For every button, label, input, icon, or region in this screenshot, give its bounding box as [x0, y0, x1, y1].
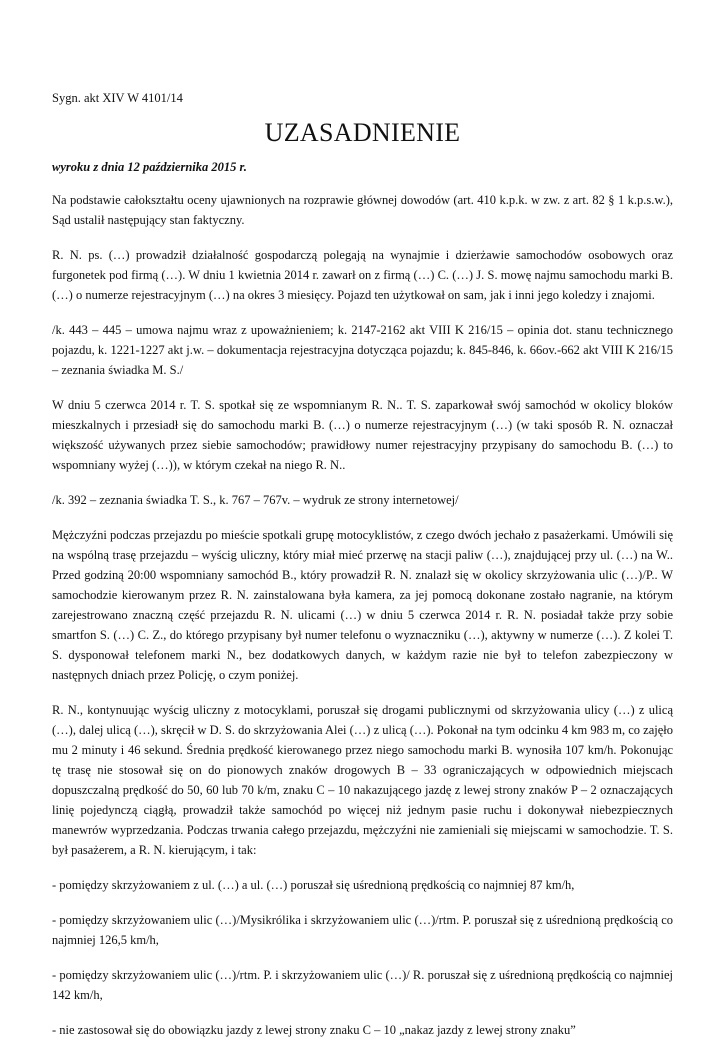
case-signature: Sygn. akt XIV W 4101/14 [52, 91, 183, 105]
paragraph-meeting: W dniu 5 czerwca 2014 r. T. S. spotkał się ze wspomnianym R. N.. T. S. zaparkował swój samochód w okolicy bloków mieszkalnych i przesiadł się do samochodu marki B. (…) o numerze rejestracyjnym (…) (w taki sposób R. N. oznaczał większość używanych przez siebie samochodów; prawidłowy numer rejestracyjny przypisany do samochodu B. (…) to wspomniany wyżej (…)), w którym czekał na niego R. N.. [52, 398, 673, 472]
list-item: - nie zastosował się do obowiązku jazdy z lewej strony znaku C – 10 „nakaz jazdy z lewej strony znaku” [52, 1023, 576, 1037]
list-item: - pomiędzy skrzyżowaniem ulic (…)/Mysikrólika i skrzyżowaniem ulic (…)/rtm. P. poruszał się z uśrednioną prędkością co najmniej 126,5 km/h, [52, 913, 673, 947]
paragraph-race: R. N., kontynuując wyścig uliczny z motocyklami, poruszał się drogami publicznymi od skrzyżowania ulicy (…) z ulicą (…), dalej ulicą (…), skręcił w D. S. do skrzyżowania Alei (…) z ulicą (…). Pokonał na tym odcinku 4 km 983 m, co zajęło mu 2 minuty i 46 sekund. Średnia prędkość kierowanego przez niego samochodu marki B. wynosiła 107 km/h. Pokonując tę trasę nie stosował się on do pionowych znaków drogowych B – 33 ograniczających w odpowiednich miejscach dopuszczalną prędkość do 50, 60 lub 70 k/m, znaku C – 10 nakazującego jazdę z lewej strony znaków P – 2 oznaczających linię pojedynczą ciągłą, prowadził także samochód po więcej niż jednym pasie ruchu i dokonywał niebezpiecznych manewrów wyprzedzania. Podczas trwania całego przejazdu, mężczyźni nie zamieniali się miejscami w samochodzie. T. S. był pasażerem, a R. N. kierującym, i tak: [52, 703, 673, 857]
judgment-date-subtitle: wyroku z dnia 12 października 2015 r. [52, 160, 247, 174]
paragraph-intro: Na podstawie całokształtu oceny ujawnionych na rozprawie głównej dowodów (art. 410 k.p.k. w zw. z art. 82 § 1 k.p.s.w.), Sąd ustalił następujący stan faktyczny. [52, 193, 673, 227]
paragraph-motorcyclists: Mężczyźni podczas przejazdu po mieście spotkali grupę motocyklistów, z czego dwóch jechało z pasażerkami. Umówili się na wspólną trasę przejazdu – wyścig uliczny, który miał mieć przerwę na stacji paliw (…), znajdującej przy ul. (…) na W.. Przed godziną 20:00 wspomniany samochód B., który prowadził R. N. znalazł się w okolicy skrzyżowania ulic (…)/P.. W samochodzie kierowanym przez R. N. zainstalowana była kamera, za jej pomocą dokonane zostało nagranie, na którym zarejestrowano znaczną część przejazdu R. N. ulicami (…) w dniu 5 czerwca 2014 r. R. N. posiadał także przy sobie smartfon S. (…) C. Z., do którego przypisany był numer telefonu o wyznaczniku (…), aktywny w numerze (…). Z kolei T. S. dysponował telefonem marki N., bez dodatkowych danych, w każdym razie nie był to telefon zabezpieczony w następnych dniach przez Policję, o czym poniżej. [52, 528, 673, 682]
list-item: - pomiędzy skrzyżowaniem ulic (…)/rtm. P. i skrzyżowaniem ulic (…)/ R. poruszał się z uśrednioną prędkością co najmniej 142 km/h, [52, 968, 673, 1002]
paragraph-evidence-2: /k. 392 – zeznania świadka T. S., k. 767 – 767v. – wydruk ze strony internetowej/ [52, 493, 459, 507]
document-title: UZASADNIENIE [264, 118, 461, 147]
paragraph-business: R. N. ps. (…) prowadził działalność gospodarczą polegają na wynajmie i dzierżawie samochodów osobowych oraz furgonetek pod firmą (…). W dniu 1 kwietnia 2014 r. zawarł on z firmą (…) C. (…) J. S. mowę najmu samochodu marki B. (…) o numerze rejestracyjnym (…) na okres 3 miesięcy. Pojazd ten użytkował on sam, jak i inni jego koledzy i znajomi. [52, 248, 673, 302]
paragraph-evidence-1: /k. 443 – 445 – umowa najmu wraz z upoważnieniem; k. 2147-2162 akt VIII K 216/15 – opinia dot. stanu technicznego pojazdu, k. 1221-1227 akt j.w. – dokumentacja rejestracyjna dotycząca pojazdu; k. 845-846, k. 66ov.-662 akt VIII K 216/15 – zeznania świadka M. S./ [52, 323, 673, 377]
list-item: - pomiędzy skrzyżowaniem z ul. (…) a ul. (…) poruszał się uśrednioną prędkością co najmniej 87 km/h, [52, 878, 575, 892]
